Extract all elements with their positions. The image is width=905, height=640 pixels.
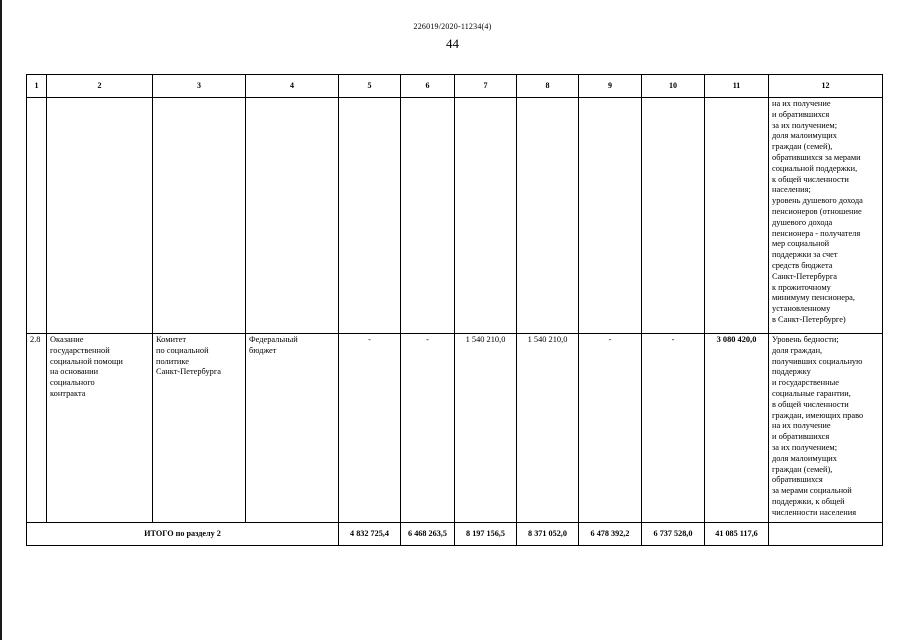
scan-edge (0, 0, 2, 640)
total-col5: 4 832 725,4 (339, 523, 401, 546)
header-cell: 2 (47, 75, 153, 98)
table-cell (455, 98, 517, 334)
funding-source: Федеральный бюджет (246, 334, 339, 523)
total-col9: 6 478 392,2 (579, 523, 642, 546)
header-cell: 6 (401, 75, 455, 98)
table-cell (579, 98, 642, 334)
header-cell: 4 (246, 75, 339, 98)
indicator-text: Уровень бедности; доля граждан, получивших социальную поддержку и государственные социальные гарантии, в общей численности граждан, имеющих право на их получение и обратившихся за их получением; доля малоимущих граждан (семей), обратившихся за мерами социальной поддержки, к общей численности населения (769, 334, 883, 523)
row-number: 2.8 (27, 334, 47, 523)
header-cell: 5 (339, 75, 401, 98)
table-row-2-8 (27, 334, 883, 523)
page-number: 44 (446, 36, 459, 51)
value-col11-total: 3 080 420,0 (705, 334, 769, 523)
value-col9: - (579, 334, 642, 523)
value-col5: - (339, 334, 401, 523)
table-cell (642, 98, 705, 334)
table-cell (517, 98, 579, 334)
header-cell: 3 (153, 75, 246, 98)
total-col11: 41 085 117,6 (705, 523, 769, 546)
activity-name: Оказание государственной социальной помощи на основании социального контракта (47, 334, 153, 523)
table-cell (769, 523, 883, 546)
header-cell: 11 (705, 75, 769, 98)
total-col10: 6 737 528,0 (642, 523, 705, 546)
table-row-continuation (27, 98, 883, 334)
total-col7: 8 197 156,5 (455, 523, 517, 546)
table-cell (27, 98, 47, 334)
table-cell (153, 98, 246, 334)
budget-table (26, 74, 883, 546)
executor: Комитет по социальной политике Санкт-Петербурга (153, 334, 246, 523)
table-cell (339, 98, 401, 334)
total-col8: 8 371 052,0 (517, 523, 579, 546)
header-cell: 9 (579, 75, 642, 98)
header-row (27, 75, 883, 98)
table-cell (246, 98, 339, 334)
indicator-text: на их получение и обратившихся за их получением; доля малоимущих граждан (семей), обратившихся за мерами социальной поддержки, к общей численности населения; уровень душевого дохода пенсионеров (отношение душевого дохода пенсионера - получателя мер социальной поддержки за счет средств бюджета Санкт-Петербурга к прожиточному минимуму пенсионера, установленному в Санкт-Петербурге) (769, 98, 883, 334)
header-cell: 10 (642, 75, 705, 98)
table-cell (47, 98, 153, 334)
value-col7: 1 540 210,0 (455, 334, 517, 523)
value-col10: - (642, 334, 705, 523)
header-cell: 7 (455, 75, 517, 98)
value-col6: - (401, 334, 455, 523)
total-col6: 6 468 263,5 (401, 523, 455, 546)
table-cell (401, 98, 455, 334)
header-cell: 12 (769, 75, 883, 98)
total-row (27, 523, 883, 546)
document-id: 226019/2020-11234(4) (413, 22, 492, 31)
header-cell: 8 (517, 75, 579, 98)
table-cell (705, 98, 769, 334)
total-label: ИТОГО по разделу 2 (27, 523, 339, 546)
header-cell: 1 (27, 75, 47, 98)
value-col8: 1 540 210,0 (517, 334, 579, 523)
